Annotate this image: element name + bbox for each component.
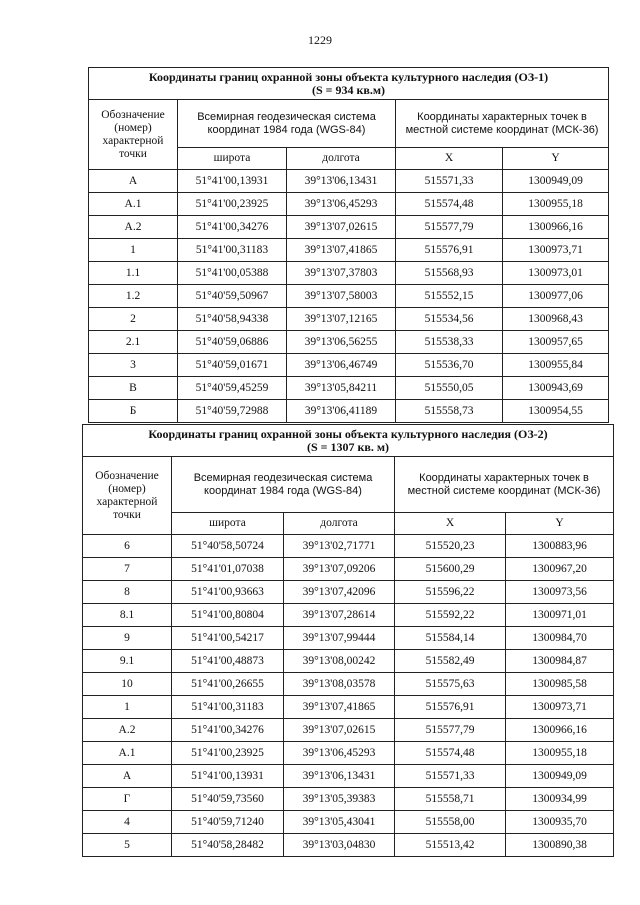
table-row <box>89 377 609 400</box>
x-cell: 515536,70 <box>396 354 503 377</box>
table-row <box>83 581 614 604</box>
header-latitude: широта <box>172 513 284 535</box>
point-cell: 1.2 <box>89 285 178 308</box>
header-msk: Координаты характерных точек в местной системе координат (МСК-36) <box>396 100 609 148</box>
y-cell: 1300955,18 <box>506 742 614 765</box>
x-cell: 515596,22 <box>395 581 506 604</box>
table-row <box>83 696 614 719</box>
point-cell: 8.1 <box>83 604 172 627</box>
table-row <box>83 811 614 834</box>
table-row <box>83 627 614 650</box>
table-title <box>83 425 614 457</box>
y-cell: 1300955,18 <box>503 193 609 216</box>
latitude-cell: 51°41'00,23925 <box>178 193 287 216</box>
table-title-text: Координаты границ охранной зоны объекта культурного наследия (ОЗ-2) <box>148 426 548 441</box>
x-cell: 515577,79 <box>396 216 503 239</box>
x-cell: 515584,14 <box>395 627 506 650</box>
table-row <box>83 834 614 857</box>
header-longitude: долгота <box>284 513 395 535</box>
table-row <box>89 170 609 193</box>
latitude-cell: 51°40'58,28482 <box>172 834 284 857</box>
table-row <box>89 262 609 285</box>
point-cell: 1 <box>83 696 172 719</box>
x-cell: 515592,22 <box>395 604 506 627</box>
y-cell: 1300973,71 <box>503 239 609 262</box>
y-cell: 1300934,99 <box>506 788 614 811</box>
y-cell: 1300943,69 <box>503 377 609 400</box>
longitude-cell: 39°13'06,56255 <box>287 331 396 354</box>
header-y: Y <box>503 148 609 170</box>
header-point: Обозначение (номер) характерной точки <box>83 457 172 535</box>
header-y: Y <box>506 513 614 535</box>
table-row <box>83 788 614 811</box>
y-cell: 1300949,09 <box>506 765 614 788</box>
latitude-cell: 51°41'00,31183 <box>178 239 287 262</box>
longitude-cell: 39°13'07,02615 <box>287 216 396 239</box>
longitude-cell: 39°13'07,58003 <box>287 285 396 308</box>
x-cell: 515571,33 <box>395 765 506 788</box>
x-cell: 515550,05 <box>396 377 503 400</box>
longitude-cell: 39°13'07,99444 <box>284 627 395 650</box>
latitude-cell: 51°41'00,23925 <box>172 742 284 765</box>
y-cell: 1300973,71 <box>506 696 614 719</box>
x-cell: 515558,73 <box>396 400 503 423</box>
point-cell: 9 <box>83 627 172 650</box>
y-cell: 1300984,70 <box>506 627 614 650</box>
y-cell: 1300973,01 <box>503 262 609 285</box>
table-title <box>89 68 609 100</box>
longitude-cell: 39°13'07,37803 <box>287 262 396 285</box>
point-cell: 4 <box>83 811 172 834</box>
longitude-cell: 39°13'07,09206 <box>284 558 395 581</box>
latitude-cell: 51°40'59,72988 <box>178 400 287 423</box>
longitude-cell: 39°13'06,45293 <box>284 742 395 765</box>
x-cell: 515534,56 <box>396 308 503 331</box>
y-cell: 1300935,70 <box>506 811 614 834</box>
longitude-cell: 39°13'06,41189 <box>287 400 396 423</box>
point-cell: А.2 <box>83 719 172 742</box>
point-cell: 10 <box>83 673 172 696</box>
latitude-cell: 51°41'00,13931 <box>178 170 287 193</box>
point-cell: В <box>89 377 178 400</box>
latitude-cell: 51°40'59,73560 <box>172 788 284 811</box>
table-row <box>89 331 609 354</box>
x-cell: 515513,42 <box>395 834 506 857</box>
y-cell: 1300966,16 <box>506 719 614 742</box>
x-cell: 515577,79 <box>395 719 506 742</box>
header-wgs: Всемирная геодезическая система координат 1984 года (WGS-84) <box>178 100 396 148</box>
longitude-cell: 39°13'06,13431 <box>284 765 395 788</box>
longitude-cell: 39°13'02,71771 <box>284 535 395 558</box>
y-cell: 1300954,55 <box>503 400 609 423</box>
y-cell: 1300890,38 <box>506 834 614 857</box>
latitude-cell: 51°41'01,07038 <box>172 558 284 581</box>
latitude-cell: 51°40'59,50967 <box>178 285 287 308</box>
y-cell: 1300955,84 <box>503 354 609 377</box>
table-row <box>83 558 614 581</box>
longitude-cell: 39°13'03,04830 <box>284 834 395 857</box>
longitude-cell: 39°13'07,41865 <box>284 696 395 719</box>
table-row <box>83 742 614 765</box>
point-cell: 3 <box>89 354 178 377</box>
y-cell: 1300985,58 <box>506 673 614 696</box>
y-cell: 1300883,96 <box>506 535 614 558</box>
header-wgs: Всемирная геодезическая система координат 1984 года (WGS-84) <box>172 457 395 513</box>
table-row <box>89 216 609 239</box>
header-latitude: широта <box>178 148 287 170</box>
latitude-cell: 51°40'59,06886 <box>178 331 287 354</box>
longitude-cell: 39°13'07,02615 <box>284 719 395 742</box>
point-cell: А <box>83 765 172 788</box>
latitude-cell: 51°41'00,26655 <box>172 673 284 696</box>
table-row <box>89 308 609 331</box>
y-cell: 1300949,09 <box>503 170 609 193</box>
point-cell: 6 <box>83 535 172 558</box>
table-row <box>83 719 614 742</box>
header-msk: Координаты характерных точек в местной системе координат (МСК-36) <box>395 457 614 513</box>
table-row <box>83 535 614 558</box>
coordinates-table-oz1 <box>88 67 609 423</box>
longitude-cell: 39°13'05,39383 <box>284 788 395 811</box>
latitude-cell: 51°41'00,31183 <box>172 696 284 719</box>
table-row <box>89 239 609 262</box>
y-cell: 1300973,56 <box>506 581 614 604</box>
point-cell: 1 <box>89 239 178 262</box>
latitude-cell: 51°41'00,80804 <box>172 604 284 627</box>
longitude-cell: 39°13'06,46749 <box>287 354 396 377</box>
x-cell: 515576,91 <box>395 696 506 719</box>
x-cell: 515576,91 <box>396 239 503 262</box>
longitude-cell: 39°13'05,43041 <box>284 811 395 834</box>
latitude-cell: 51°40'58,94338 <box>178 308 287 331</box>
point-cell: 2.1 <box>89 331 178 354</box>
y-cell: 1300966,16 <box>503 216 609 239</box>
latitude-cell: 51°41'00,05388 <box>178 262 287 285</box>
longitude-cell: 39°13'05,84211 <box>287 377 396 400</box>
longitude-cell: 39°13'07,41865 <box>287 239 396 262</box>
header-x: X <box>396 148 503 170</box>
longitude-cell: 39°13'08,03578 <box>284 673 395 696</box>
x-cell: 515571,33 <box>396 170 503 193</box>
y-cell: 1300977,06 <box>503 285 609 308</box>
table-row <box>83 673 614 696</box>
x-cell: 515520,23 <box>395 535 506 558</box>
point-cell: А.2 <box>89 216 178 239</box>
latitude-cell: 51°40'59,71240 <box>172 811 284 834</box>
x-cell: 515558,71 <box>395 788 506 811</box>
header-longitude: долгота <box>287 148 396 170</box>
table-row <box>89 193 609 216</box>
latitude-cell: 51°40'58,50724 <box>172 535 284 558</box>
longitude-cell: 39°13'06,13431 <box>287 170 396 193</box>
point-cell: Г <box>83 788 172 811</box>
page-number: 1229 <box>308 33 332 47</box>
x-cell: 515582,49 <box>395 650 506 673</box>
x-cell: 515575,63 <box>395 673 506 696</box>
point-cell: А.1 <box>89 193 178 216</box>
y-cell: 1300957,65 <box>503 331 609 354</box>
y-cell: 1300967,20 <box>506 558 614 581</box>
point-cell: 1.1 <box>89 262 178 285</box>
x-cell: 515558,00 <box>395 811 506 834</box>
y-cell: 1300968,43 <box>503 308 609 331</box>
latitude-cell: 51°41'00,13931 <box>172 765 284 788</box>
table-area: (S = 1307 кв. м) <box>306 439 390 454</box>
latitude-cell: 51°41'00,34276 <box>178 216 287 239</box>
latitude-cell: 51°41'00,34276 <box>172 719 284 742</box>
x-cell: 515568,93 <box>396 262 503 285</box>
longitude-cell: 39°13'08,00242 <box>284 650 395 673</box>
table-row <box>83 650 614 673</box>
latitude-cell: 51°40'59,45259 <box>178 377 287 400</box>
x-cell: 515600,29 <box>395 558 506 581</box>
longitude-cell: 39°13'07,28614 <box>284 604 395 627</box>
latitude-cell: 51°41'00,48873 <box>172 650 284 673</box>
point-cell: 5 <box>83 834 172 857</box>
point-cell: А.1 <box>83 742 172 765</box>
latitude-cell: 51°41'00,93663 <box>172 581 284 604</box>
point-cell: А <box>89 170 178 193</box>
x-cell: 515574,48 <box>395 742 506 765</box>
longitude-cell: 39°13'06,45293 <box>287 193 396 216</box>
longitude-cell: 39°13'07,12165 <box>287 308 396 331</box>
table-row <box>89 400 609 423</box>
point-cell: 8 <box>83 581 172 604</box>
longitude-cell: 39°13'07,42096 <box>284 581 395 604</box>
header-point: Обозначение (номер) характерной точки <box>89 100 178 170</box>
coordinates-table-oz2 <box>82 424 614 857</box>
table-row <box>83 604 614 627</box>
x-cell: 515574,48 <box>396 193 503 216</box>
point-cell: 9.1 <box>83 650 172 673</box>
table-title-text: Координаты границ охранной зоны объекта культурного наследия (ОЗ-1) <box>148 69 549 84</box>
header-x: X <box>395 513 506 535</box>
point-cell: Б <box>89 400 178 423</box>
y-cell: 1300971,01 <box>506 604 614 627</box>
table-row <box>83 765 614 788</box>
table-row <box>89 354 609 377</box>
x-cell: 515538,33 <box>396 331 503 354</box>
table-area: (S = 934 кв.м) <box>311 82 386 97</box>
point-cell: 2 <box>89 308 178 331</box>
table-row <box>89 285 609 308</box>
x-cell: 515552,15 <box>396 285 503 308</box>
latitude-cell: 51°40'59,01671 <box>178 354 287 377</box>
latitude-cell: 51°41'00,54217 <box>172 627 284 650</box>
y-cell: 1300984,87 <box>506 650 614 673</box>
point-cell: 7 <box>83 558 172 581</box>
